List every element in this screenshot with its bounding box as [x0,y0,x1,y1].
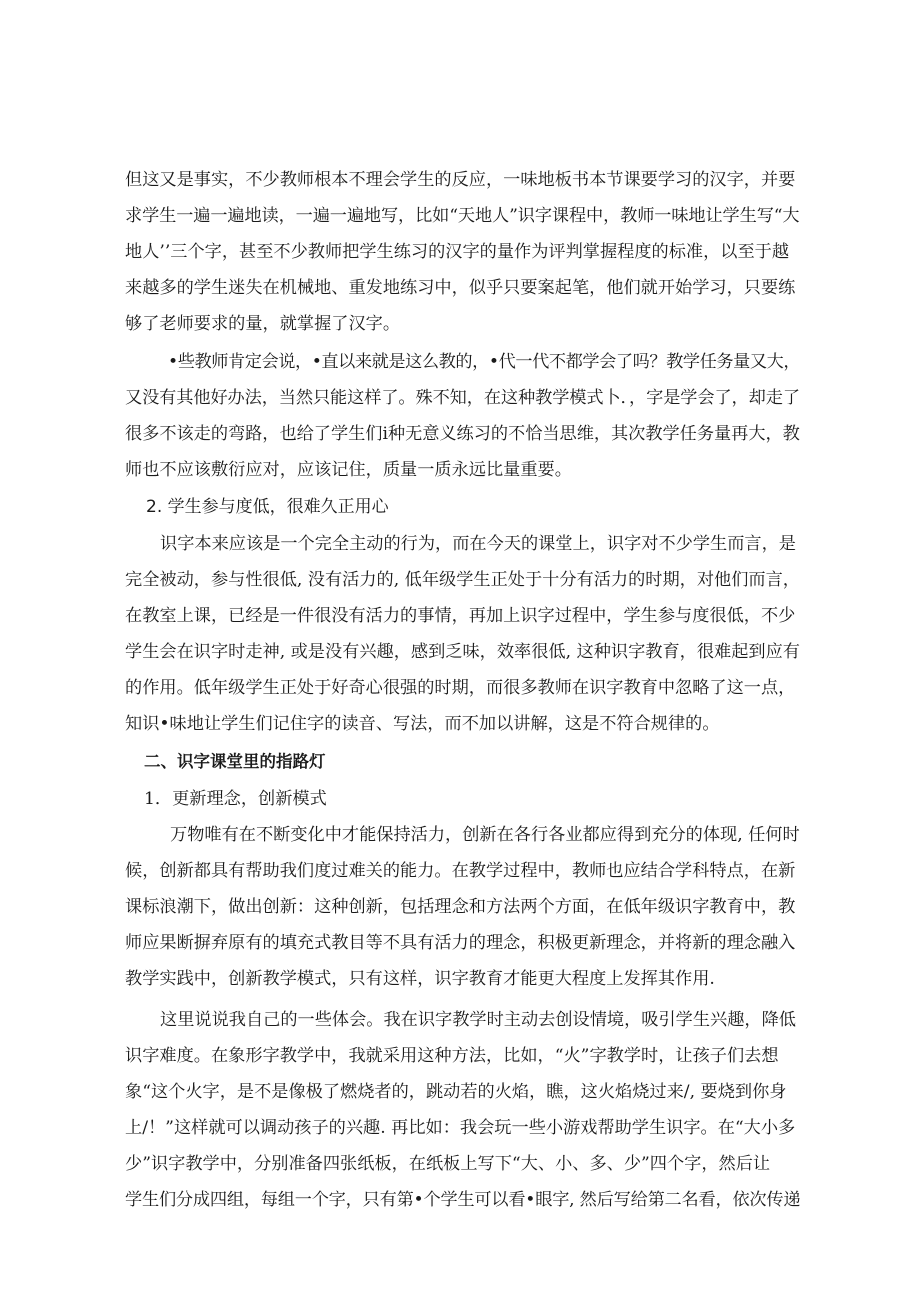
paragraph-1-line-5: 够了老师要求的量，就掌握了汉字。 [125,314,401,334]
subheading-student-participation: 2. 学生参与度低，很难久正用心 [146,497,389,517]
paragraph-3-line-5: 的作用。低年级学生正处于好奇心很强的时期，而很多教师在识字教育中忽略了这一点， [125,678,796,698]
paragraph-2-line-4: 师也不应该敷衍应对，应该记住，质量一质永远比量重要。 [125,460,572,480]
paragraph-1-line-2: 求学生一遍一遍地读，一遍一遍地写，比如“天地人”识字课程中，教师一味地让学生写“大 [125,206,800,226]
paragraph-5-line-6: 学生们分成四组，每组一个字，只有第•个学生可以看•眼字, 然后写给第二名看，依次传递 [125,1190,801,1210]
paragraph-5-line-3: 象“这个火字，是不是像极了燃烧者的，跳动若的火焰，瞧，这火焰烧过来/, 要烧到你身 [125,1082,787,1102]
paragraph-5-line-1: 这里说说我自己的一些体会。我在识字教学时主动去创设情境，吸引学生兴趣，降低 [160,1010,796,1030]
paragraph-5-line-5: 少”识字教学中，分别准备四张纸板，在纸板上写下“大、小、多、少”四个字，然后让 [125,1154,771,1174]
paragraph-3-line-3: 在教室上课，已经是一件很没有活力的事情，再加上识字过程中，学生参与度很低，不少 [125,606,796,626]
paragraph-2-line-2: 又没有其他好办法，当然只能这样了。殊不知，在这种教学模式卜．，字是学会了，却走了 [125,388,800,408]
paragraph-2-line-1: •些教师肯定会说，•直以来就是这么教的，•代一代不都学会了吗？教学任务量又大， [168,352,801,372]
paragraph-3-line-1: 识字本来应该是一个完全主动的行为，而在今天的课堂上，识字对不少学生而言，是 [160,534,796,554]
paragraph-5-line-4: 上/！”这样就可以调动孩子的兴趣. 再比如：我会玩一些小游戏帮助学生识字。在“大小多 [125,1118,796,1138]
paragraph-1-line-1: 但这又是事实，不少教师根本不理会学生的反应，一味地板书本节课要学习的汉字，并要 [125,170,796,190]
paragraph-2-line-3: 很多不该走的弯路，也给了学生们i种无意义练习的不恰当思维，其次教学任务量再大，教 [125,424,800,444]
paragraph-4-line-5: 教学实践中，创新教学模式，只有这样，识字教育才能更大程度上发挥其作用. [125,969,715,989]
paragraph-3-line-4: 学生会在识字时走神, 或是没有兴趣，感到乏味，效率很低, 这种识字教育，很难起到应有 [125,642,800,662]
paragraph-5-line-2: 识字难度。在象形字教学中，我就采用这种方法，比如，“火”字教学时，让孩子们去想 [125,1046,779,1066]
paragraph-4-line-2: 候，创新都具有帮助我们度过难关的能力。在教学过程中，教师也应结合学科特点，在新 [125,861,796,881]
paragraph-4-line-1: 万物唯有在不断变化中才能保持活力，创新在各行各业都应得到充分的体现, 任何时 [170,825,800,845]
subheading-update-concept: 1．更新理念，创新模式 [144,789,327,809]
paragraph-3-line-2: 完全被动，参与性很低, 没有活力的, 低年级学生正处于十分有活力的时期，对他们而言， [125,570,800,590]
paragraph-4-line-4: 师应果断摒弃原有的填充式教目等不具有活力的理念，积极更新理念，并将新的理念融入 [125,933,796,953]
paragraph-1-line-3: 地人’’三个字，甚至不少教师把学生练习的汉字的量作为评判掌握程度的标准，以至于越 [125,242,790,262]
paragraph-3-line-6: 知识•味地让学生们记住字的读音、写法，而不加以讲解，这是不符合规律的。 [125,714,720,734]
paragraph-1-line-4: 来越多的学生迷失在机械地、重发地练习中，似乎只要案起笔，他们就开始学习，只要练 [125,278,796,298]
paragraph-4-line-3: 课标浪潮下，做出创新：这种创新，包括理念和方法两个方面，在低年级识字教育中，教 [125,897,796,917]
section-heading: 二、识字课堂里的指路灯 [144,752,326,771]
